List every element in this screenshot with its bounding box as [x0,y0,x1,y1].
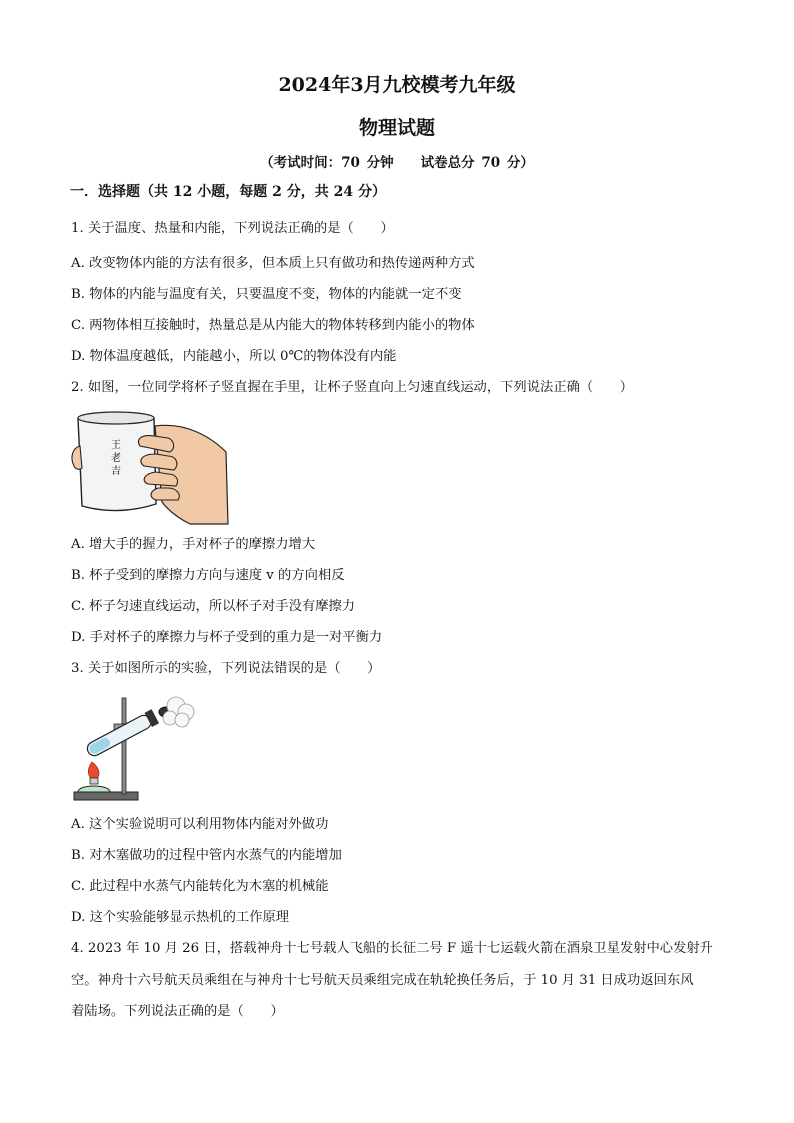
question-1-option-a: A. 改变物体内能的方法有很多，但本质上只有做功和热传递两种方式 [71,256,475,271]
question-4-line-1: 4. 2023 年 10 月 26 日，搭载神舟十七号载人飞船的长征二号 F 遥十七运载火箭在酒泉卫星发射中心发射升 [71,941,713,956]
question-4-line-3: 着陆场。下列说法正确的是（ ） [71,1004,284,1019]
subject-title: 物理试题 [358,117,435,139]
question-1-option-d: D. 物体温度越低，内能越小，所以 0℃的物体没有内能 [71,349,397,364]
question-3-option-a: A. 这个实验说明可以利用物体内能对外做功 [71,817,329,832]
cup-label-char-2: 老 [111,453,121,464]
question-2-option-b: B. 杯子受到的摩擦力方向与速度 v 的方向相反 [71,568,345,583]
exam-info: （考试时间：70 分钟 试卷总分 70 分） [260,155,534,171]
hand-holding-cup-figure [70,406,232,526]
question-2-option-a: A. 增大手的握力，手对杯子的摩擦力增大 [71,537,316,552]
question-3-stem: 3. 关于如图所示的实验，下列说法错误的是（ ） [71,661,381,676]
question-4-line-2: 空。神舟十六号航天员乘组在与神舟十七号航天员乘组完成在轨轮换任务后，于 10 月 31 日成功返回东风 [71,973,694,988]
question-2-stem: 2. 如图，一位同学将杯子竖直握在手里，让杯子竖直向上匀速直线运动，下列说法正确（ ） [71,380,634,395]
section-heading: 一．选择题（共 12 小题，每题 2 分，共 24 分） [70,184,386,200]
cup-label-char-3: 吉 [111,466,121,477]
cup-label-char-1: 王 [111,440,121,451]
question-1-option-b: B. 物体的内能与温度有关，只要温度不变，物体的内能就一定不变 [71,287,462,302]
exam-title: 2024年3月九校模考九年级 [278,74,516,96]
question-2-option-d: D. 手对杯子的摩擦力与杯子受到的重力是一对平衡力 [71,630,383,645]
question-3-option-d: D. 这个实验能够显示热机的工作原理 [71,910,290,925]
question-2-option-c: C. 杯子匀速直线运动，所以杯子对手没有摩擦力 [71,599,356,614]
question-3-option-c: C. 此过程中水蒸气内能转化为木塞的机械能 [71,879,329,894]
question-1-stem: 1. 关于温度、热量和内能，下列说法正确的是（ ） [71,221,394,236]
question-3-option-b: B. 对木塞做功的过程中管内水蒸气的内能增加 [71,848,342,863]
test-tube-steam-experiment-figure [70,690,200,805]
question-1-option-c: C. 两物体相互接触时，热量总是从内能大的物体转移到内能小的物体 [71,318,475,333]
